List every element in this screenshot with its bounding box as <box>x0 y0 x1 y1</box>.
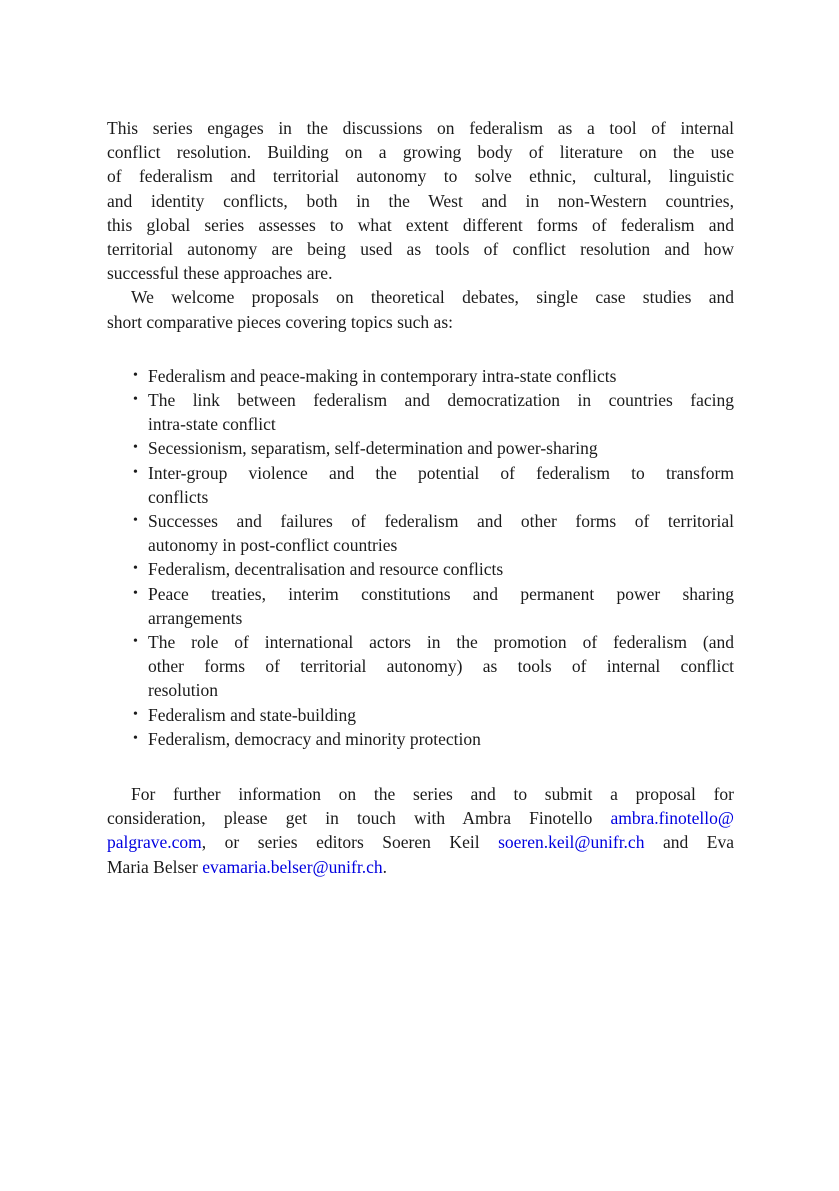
bullet-icon: • <box>133 513 138 529</box>
list-item-text <box>148 557 734 581</box>
list-item-text <box>148 364 734 388</box>
text-line <box>148 436 734 460</box>
text-line <box>148 727 734 751</box>
text-line <box>148 388 734 412</box>
email-link[interactable]: evamaria.belser@unifr.ch <box>202 856 383 877</box>
text-line <box>148 557 734 581</box>
text-segment: Federalism, decentralisation and resource conflicts <box>148 559 504 580</box>
text-line <box>148 533 734 557</box>
bullet-icon: • <box>133 706 138 722</box>
bullet-icon: • <box>133 440 138 456</box>
text-segment: and identity conflicts, both in the West and in non-Western countries, <box>107 190 734 211</box>
email-link[interactable]: palgrave.com <box>107 832 202 853</box>
text-segment: The role of international actors in the promotion of federalism (and <box>148 632 734 653</box>
text-segment: Peace treaties, interim constitutions and permanent power sharing <box>148 583 734 604</box>
text-segment: short comparative pieces covering topics such as: <box>107 311 454 332</box>
text-segment: Federalism and peace-making in contemporary intra-state conflicts <box>148 365 617 386</box>
text-line <box>107 116 734 140</box>
text-line <box>107 285 734 309</box>
list-item <box>107 557 734 581</box>
contact-info <box>107 782 734 879</box>
list-item <box>107 388 734 436</box>
list-item <box>107 727 734 751</box>
text-segment: Maria Belser <box>107 856 203 877</box>
text-block <box>107 116 734 879</box>
text-segment: consideration, please get in touch with Ambra Finotello <box>107 808 611 829</box>
text-segment: Federalism, democracy and minority protection <box>148 728 481 749</box>
text-segment: autonomy in post-conflict countries <box>148 535 398 556</box>
list-item-text <box>148 461 734 509</box>
text-segment: successful these approaches are. <box>107 263 333 284</box>
list-item-text <box>148 388 734 436</box>
bullet-icon: • <box>133 392 138 408</box>
email-link[interactable]: ambra.finotello@ <box>610 808 734 829</box>
text-line <box>107 261 734 285</box>
list-item <box>107 582 734 630</box>
text-segment: resolution <box>148 680 218 701</box>
text-segment: This series engages in the discussions on federalism as a tool of internal <box>107 118 734 138</box>
topics-list <box>107 364 734 751</box>
bullet-icon: • <box>133 730 138 746</box>
text-line <box>107 782 734 806</box>
text-line <box>148 412 734 436</box>
list-item-text <box>148 703 734 727</box>
text-segment: this global series assesses to what extent different forms of federalism and <box>107 214 734 235</box>
text-line <box>107 806 734 830</box>
email-link[interactable]: soeren.keil@unifr.ch <box>498 832 645 853</box>
text-line <box>148 461 734 485</box>
text-line <box>107 310 734 334</box>
series-description <box>107 116 734 285</box>
text-line <box>148 654 734 678</box>
text-segment: intra-state conflict <box>148 414 276 435</box>
text-line <box>107 237 734 261</box>
bullet-icon: • <box>133 561 138 577</box>
list-item-text <box>148 509 734 557</box>
text-segment: . <box>382 856 387 877</box>
text-segment: , or series editors Soeren Keil <box>201 832 499 853</box>
text-segment: Secessionism, separatism, self-determination and power-sharing <box>148 438 598 459</box>
text-segment: territorial autonomy are being used as tools of conflict resolution and how <box>107 239 734 260</box>
text-line <box>148 582 734 606</box>
welcome-proposals <box>107 285 734 333</box>
text-line <box>148 509 734 533</box>
text-line <box>107 855 734 879</box>
text-segment: other forms of territorial autonomy) as tools of internal conflict <box>148 656 734 677</box>
list-item-text <box>148 436 734 460</box>
text-segment: For further information on the series and to submit a proposal for <box>131 784 734 805</box>
list-item <box>107 509 734 557</box>
text-line <box>148 485 734 509</box>
text-line <box>107 164 734 188</box>
text-segment: The link between federalism and democratization in countries facing <box>148 390 734 411</box>
text-line <box>148 678 734 702</box>
text-line <box>107 140 734 164</box>
text-segment: Federalism and state-building <box>148 704 357 725</box>
list-item-text <box>148 582 734 630</box>
text-segment: We welcome proposals on theoretical debates, single case studies and <box>131 287 734 308</box>
text-line <box>107 213 734 237</box>
text-segment: conflict resolution. Building on a growing body of literature on the use <box>107 142 734 163</box>
text-line <box>148 703 734 727</box>
list-item <box>107 461 734 509</box>
text-segment: Inter-group violence and the potential of federalism to transform <box>148 462 734 483</box>
bullet-icon: • <box>133 585 138 601</box>
text-segment: arrangements <box>148 607 243 628</box>
text-segment: conflicts <box>148 486 209 507</box>
text-line <box>148 630 734 654</box>
list-item <box>107 630 734 703</box>
text-line <box>148 364 734 388</box>
text-line <box>107 189 734 213</box>
list-item <box>107 364 734 388</box>
text-line <box>107 830 734 854</box>
list-item-text <box>148 727 734 751</box>
text-line <box>148 606 734 630</box>
bullet-icon: • <box>133 464 138 480</box>
list-item <box>107 436 734 460</box>
list-item-text <box>148 630 734 703</box>
text-segment: Successes and failures of federalism and other forms of territorial <box>148 511 734 532</box>
text-segment: and Eva <box>644 832 734 853</box>
list-item <box>107 703 734 727</box>
bullet-icon: • <box>133 634 138 650</box>
bullet-icon: • <box>133 367 138 383</box>
text-segment: of federalism and territorial autonomy to solve ethnic, cultural, linguistic <box>107 166 734 187</box>
